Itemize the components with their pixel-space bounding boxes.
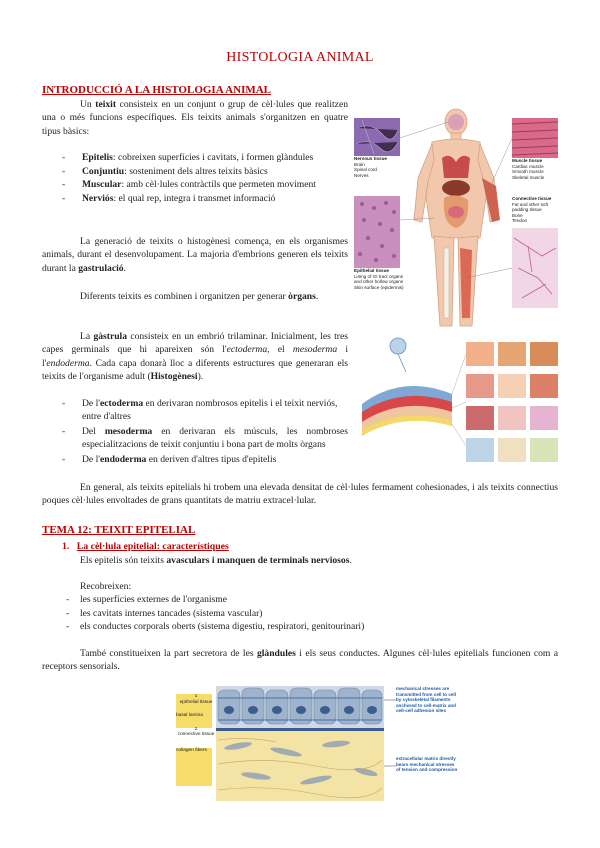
germ-layers-list [62, 398, 348, 467]
nervous-tissue-label: Nervous tissue Brain Spinal cord Nerves [354, 156, 387, 178]
label-basal-lamina: basal lamina [176, 713, 203, 719]
epithelial-tissue-label: Epithelial tissue Lining of GI tract organs and other hollow organs Skin surface (epidermis) [354, 268, 404, 290]
list-item: - Del mesoderma en derivaran els músculs, les nombroses especialitzacions de teixit conjuntiu i bona part de molts òrgans [62, 426, 348, 450]
list-item: - De l'endoderma en deriven d'altres tipus d'epitelis [62, 454, 277, 466]
intro-paragraph-1: Un teixit consisteix en un conjunt o grup de cèl·lules que realitzen una o més funcions específiques. Els teixits animals s'organitzen en quatre tipus bàsics: [42, 99, 348, 137]
page-title: HISTOLOGIA ANIMAL [226, 50, 374, 65]
embryo-trilaminar-disc [362, 386, 452, 436]
gastrula-figure [352, 334, 562, 474]
derived-tissues-grid [466, 342, 558, 462]
label-connective-tissue: 2 connective tissue [177, 726, 215, 738]
list-item: - els conductes corporals oberts (sistema digestiu, respiratori, genitourinari) [66, 621, 365, 633]
intro-paragraph-2: La generació de teixits o histogènesi comença, en els organismes animals, durant el desenvolupament. La majoria d'embrions generen els teixits durant la gastrulació. [42, 236, 348, 274]
label-collagen-fibers: collagen fibers [176, 747, 207, 753]
connective-tissue-label: Connective tissue Fat and other soft padding tissue Bone Tendon [512, 196, 552, 224]
body-tissues-figure [352, 108, 560, 328]
label-mechanical-stresses: mechanical stresses are transmitted from cell to cell by cytoskeletal filaments anchored to cell-matrix and cell-cell adhesion sites [396, 686, 456, 714]
section-title: 1. La cèl·lula epitelial: característiques [62, 541, 229, 552]
list-item: - les cavitats internes tancades (sistema vascular) [66, 607, 263, 619]
list-item: - Muscular: amb cèl·lules contràctils que permeten moviment [62, 179, 316, 191]
intro-paragraph-5: En general, als teixits epitelials hi trobem una elevada densitat de cèl·lules fermament cohesionades, i als teixits connectius poques cèl·lules envoltades de grans quantitats de matriu extracel·lular. [42, 482, 558, 507]
list-item: - les superfícies externes de l'organisme [66, 594, 228, 605]
tema-heading: TEMA 12: TEIXIT EPITELIAL [42, 524, 196, 536]
connective-tissue-image [512, 228, 558, 308]
recobreixen-label: Recobreixen: [80, 581, 132, 592]
list-item: - Epitelis: cobreixen superfícies i cavitats, i formen glàndules [62, 152, 314, 163]
list-item: - Nerviós: el qual rep, integra i transmet informació [62, 192, 276, 204]
epithelial-connective-figure [176, 680, 458, 804]
muscle-tissue-label: Muscle tissue Cardiac muscle Smooth muscle Skeletal muscle [512, 158, 545, 180]
tema-paragraph-1: Els epitelis són teixits avasculars i manquen de terminals nerviosos. [80, 555, 352, 566]
intro-heading: INTRODUCCIÓ A LA HISTOLOGIA ANIMAL [42, 84, 272, 96]
intro-paragraph-3: Diferents teixits es combinen i organitzen per generar òrgans. [80, 291, 319, 302]
covers-list [66, 594, 500, 634]
label-extracellular-matrix: extracellular matrix directly bears mechanical stresses of tension and compression [396, 756, 458, 773]
tissue-types-list [62, 152, 350, 205]
label-epithelial-tissue: 1 epithelial tissue [179, 694, 213, 705]
list-item: - Conjuntiu: sosteniment dels altres teixits bàsics [62, 165, 268, 177]
tema-paragraph-2: També constitueixen la part secretora de les glàndules i els seus conductes. Algunes cèl·lules epitelials funcionen com a receptors sensorials. [42, 648, 558, 673]
list-item: - De l'ectoderma en derivaran nombrosos epitelis i el teixit nerviós, entre d'altres [62, 398, 338, 422]
epi-left-labels [176, 694, 216, 754]
intro-paragraph-4: La gàstrula consisteix en un embrió trilaminar. Inicialment, les tres capes germinals que hi apareixen són l'ectoderma, el mesoderma i l'endoderma. Cada capa donarà lloc a diferents estructures que generaran els teixits de l'organisme adult (Histogènesi). [42, 331, 348, 383]
